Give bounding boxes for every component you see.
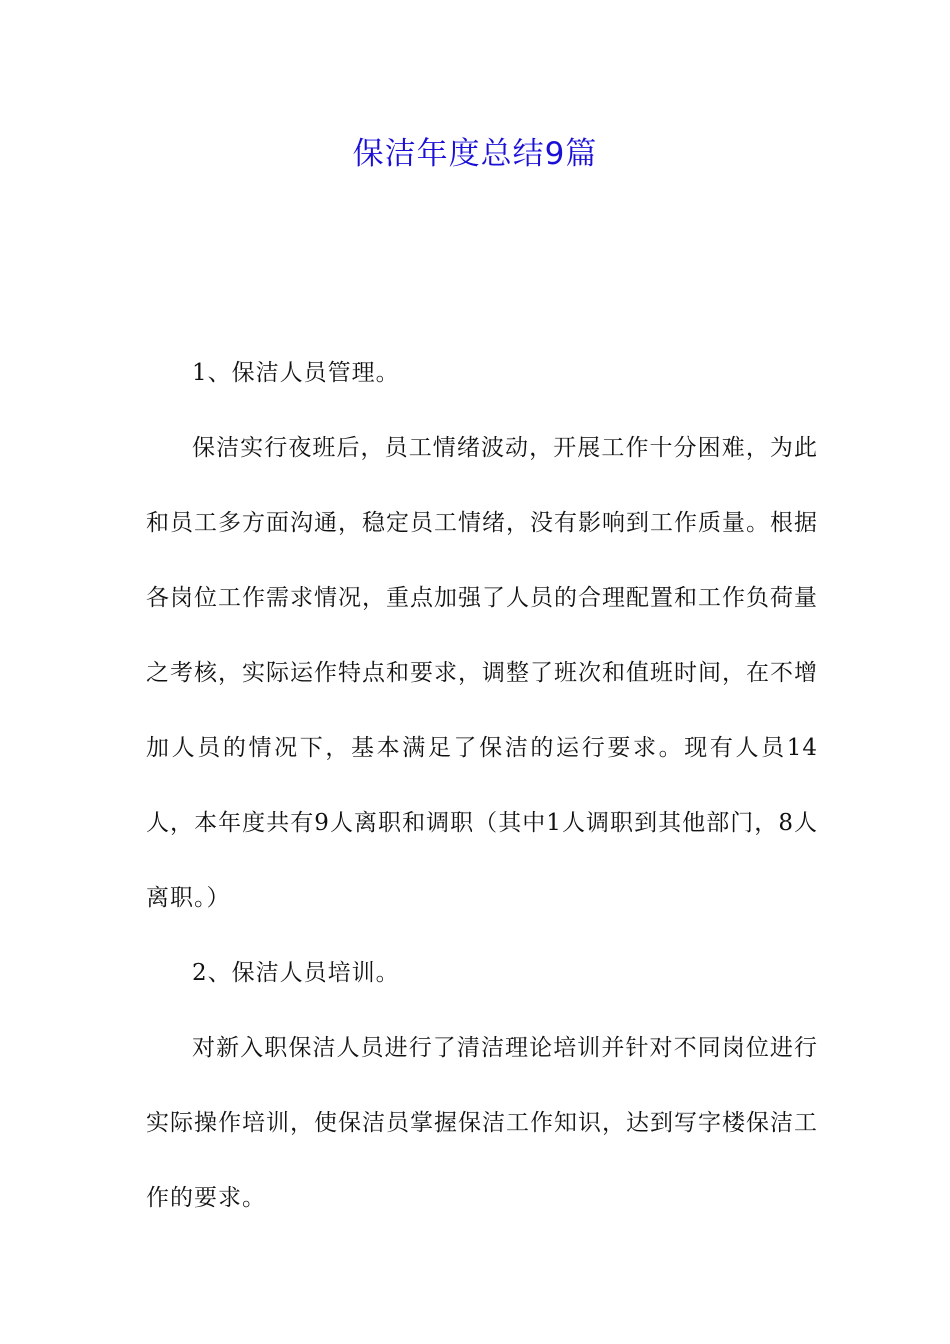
paragraph-1: 保洁实行夜班后，员工情绪波动，开展工作十分困难，为此和员工多方面沟通，稳定员工情绪，没有影响到工作质量。根据各岗位工作需求情况，重点加强了人员的合理配置和工作负荷量之考核，实际运作特点和要求，调整了班次和值班时间，在不增加人员的情况下，基本满足了保洁的运行要求。现有人员14人，本年度共有9人离职和调职（其中1人调职到其他部门，8人离职。） xyxy=(146,435,818,911)
document-body xyxy=(146,336,818,1236)
document-title: 保洁年度总结9篇 xyxy=(352,136,598,172)
section-heading-2: 2、保洁人员培训。 xyxy=(192,960,400,986)
paragraph-2: 对新入职保洁人员进行了清洁理论培训并针对不同岗位进行实际操作培训，使保洁员掌握保洁工作知识，达到写字楼保洁工作的要求。 xyxy=(146,1035,818,1211)
section-heading-1: 1、保洁人员管理。 xyxy=(192,360,400,386)
